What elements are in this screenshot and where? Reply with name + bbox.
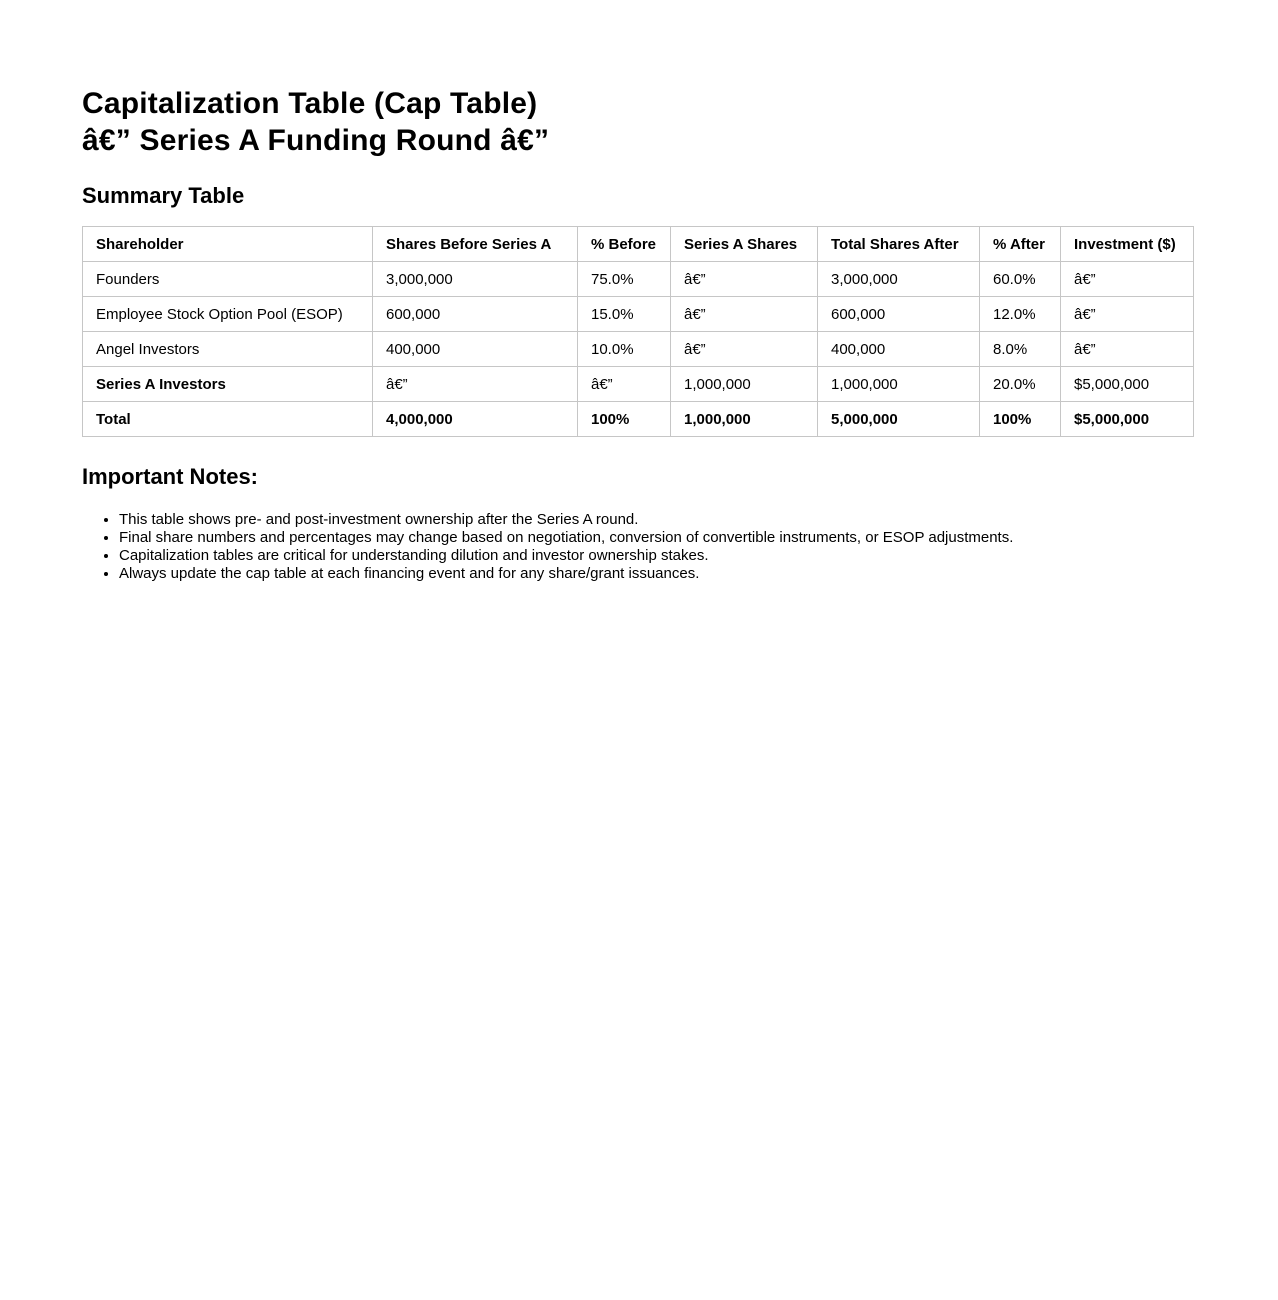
cell-shares-before: 3,000,000 <box>373 262 578 297</box>
cell-total-shares-after: 600,000 <box>818 297 980 332</box>
cell-total-shares-after: 5,000,000 <box>818 402 980 437</box>
table-row-total <box>83 402 1194 437</box>
cell-total-shares-after: 400,000 <box>818 332 980 367</box>
cell-pct-after: 20.0% <box>980 367 1061 402</box>
cell-pct-after: 100% <box>980 402 1061 437</box>
column-header-pct-before: % Before <box>578 227 671 262</box>
page-title-line1: Capitalization Table (Cap Table) <box>82 87 538 120</box>
cell-pct-before: 75.0% <box>578 262 671 297</box>
cell-series-a-shares: â€” <box>671 297 818 332</box>
cell-pct-before: 15.0% <box>578 297 671 332</box>
cell-shareholder: Total <box>83 402 373 437</box>
summary-table-heading: Summary Table <box>82 183 245 208</box>
table-row-angel-investors <box>83 332 1194 367</box>
cell-shareholder: Founders <box>83 262 373 297</box>
cell-investment: $5,000,000 <box>1061 367 1194 402</box>
column-header-pct-after: % After <box>980 227 1061 262</box>
table-row-founders <box>83 262 1194 297</box>
column-header-shares-before: Shares Before Series A <box>373 227 578 262</box>
table-header-row <box>83 227 1194 262</box>
column-header-investment: Investment ($) <box>1061 227 1194 262</box>
notes-list <box>82 511 1193 583</box>
cell-investment: â€” <box>1061 262 1194 297</box>
cell-shares-before: 4,000,000 <box>373 402 578 437</box>
page-title-line2: â€” Series A Funding Round â€” <box>82 124 550 157</box>
column-header-series-a-shares: Series A Shares <box>671 227 818 262</box>
cell-series-a-shares: â€” <box>671 332 818 367</box>
cell-shares-before: 400,000 <box>373 332 578 367</box>
cell-total-shares-after: 3,000,000 <box>818 262 980 297</box>
table-row-series-a-investors <box>83 367 1194 402</box>
cell-series-a-shares: â€” <box>671 262 818 297</box>
cell-investment: â€” <box>1061 332 1194 367</box>
note-item: • This table shows pre- and post-investment ownership after the Series A round. <box>119 511 1193 529</box>
table-row-esop <box>83 297 1194 332</box>
cell-pct-before: â€” <box>578 367 671 402</box>
cell-pct-after: 12.0% <box>980 297 1061 332</box>
note-item: • Always update the cap table at each financing event and for any share/grant issuances. <box>119 565 1193 583</box>
cell-shareholder: Employee Stock Option Pool (ESOP) <box>83 297 373 332</box>
cell-pct-before: 100% <box>578 402 671 437</box>
cell-investment: â€” <box>1061 297 1194 332</box>
cell-shareholder: Series A Investors <box>83 367 373 402</box>
cell-shares-before: â€” <box>373 367 578 402</box>
cell-investment: $5,000,000 <box>1061 402 1194 437</box>
important-notes-heading: Important Notes: <box>82 464 258 489</box>
document-page <box>0 0 1278 583</box>
cell-shareholder: Angel Investors <box>83 332 373 367</box>
note-item: • Final share numbers and percentages may change based on negotiation, conversion of convertible instruments, or ESOP adjustments. <box>119 529 1193 547</box>
cell-series-a-shares: 1,000,000 <box>671 402 818 437</box>
cell-shares-before: 600,000 <box>373 297 578 332</box>
cell-pct-after: 8.0% <box>980 332 1061 367</box>
page-title <box>82 85 1193 159</box>
cell-total-shares-after: 1,000,000 <box>818 367 980 402</box>
cell-pct-after: 60.0% <box>980 262 1061 297</box>
cell-pct-before: 10.0% <box>578 332 671 367</box>
column-header-total-shares-after: Total Shares After <box>818 227 980 262</box>
cap-table <box>82 226 1194 437</box>
cell-series-a-shares: 1,000,000 <box>671 367 818 402</box>
note-item: • Capitalization tables are critical for understanding dilution and investor ownership stakes. <box>119 547 1193 565</box>
column-header-shareholder: Shareholder <box>83 227 373 262</box>
